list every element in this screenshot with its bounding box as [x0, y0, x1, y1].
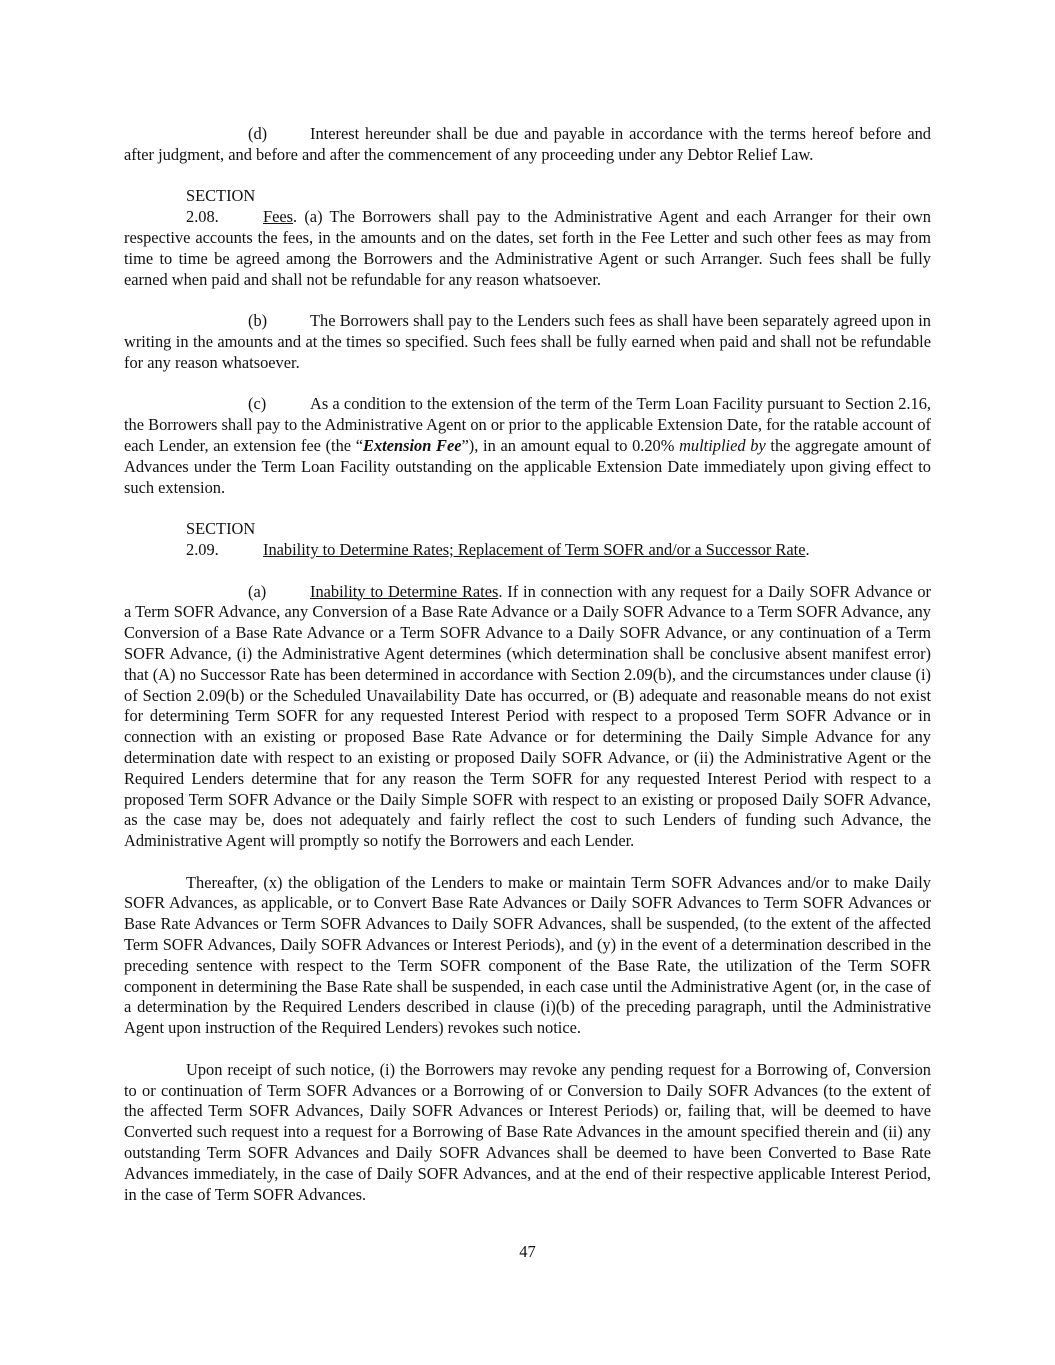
section-2-08	[124, 186, 931, 290]
paragraph-label: (b)	[248, 311, 268, 331]
paragraph-thereafter	[124, 873, 931, 1039]
paragraph-2-08-c	[124, 394, 931, 498]
italic-phrase: multiplied by	[679, 435, 766, 455]
section-title-end: .	[805, 539, 810, 559]
paragraph-text: Interest hereunder shall be due and payable in accordance with the terms hereof before and after judgment, and before and after the commencement of any proceeding under any Debtor Relief Law.	[124, 124, 931, 164]
paragraph-text: . If in connection with any request for a Daily SOFR Advance or a Term SOFR Advance, any Conversion of a Base Rate Advance or a Daily SOFR Advance to a Term SOFR Advance, any Conversion of a Base Rate Advance or a Term SOFR Advance to a Daily SOFR Advance, or any continuation of a Term SOFR Advance, (i) the Administrative Agent determines (which determination shall be conclusive absent manifest error) that (A) no Successor Rate has been determined in accordance with Section 2.09(b), and the circumstances under clause (i) of Section 2.09(b) or the Scheduled Unavailability Date has occurred, or (B) adequate and reasonable means do not exist for determining Term SOFR for any requested Interest Period with respect to a proposed Term SOFR Advance or in connection with an existing or proposed Base Rate Advance or for determining the Daily Simple Advance for any determination date with respect to an existing or proposed Daily SOFR Advance, or (ii) the Administrative Agent or the Required Lenders determine that for any reason the Term SOFR for any requested Interest Period with respect to a proposed Term SOFR Advance or the Daily Simple SOFR with respect to an existing or proposed Daily SOFR Advance, as the case may be, does not adequately and fairly reflect the cost to such Lenders of funding such Advance, the Administrative Agent will promptly so notify the Borrowers and each Lender.	[124, 581, 931, 851]
paragraph-2-09-a	[124, 582, 931, 852]
paragraph-text: Thereafter, (x) the obligation of the Lenders to make or maintain Term SOFR Advances and/or to make Daily SOFR Advances, as applicable, or to Convert Base Rate Advances or Daily SOFR Advances to Term SOFR Advances or Base Rate Advances or Term SOFR Advances to Daily SOFR Advances, shall be suspended, (to the extent of the affected Term SOFR Advances, Daily SOFR Advances or Interest Periods), and (y) in the event of a determination described in the preceding sentence with respect to the Term SOFR component of the Base Rate, the utilization of the Term SOFR component in determining the Base Rate shall be suspended, in each case until the Administrative Agent (or, in the case of a determination by the Required Lenders described in clause (i)(b) of the preceding paragraph, until the Administrative Agent upon instruction of the Required Lenders) revokes such notice.	[124, 872, 931, 1038]
section-2-09-heading	[124, 519, 931, 561]
document-body	[124, 124, 931, 1226]
subsection-title: Inability to Determine Rates	[310, 581, 499, 601]
paragraph-2-07-d	[124, 124, 931, 166]
paragraph-text: ”), in an amount equal to 0.20%	[461, 435, 680, 455]
paragraph-label: (a)	[248, 581, 267, 601]
paragraph-label: (d)	[248, 124, 268, 143]
paragraph-2-08-b	[124, 311, 931, 373]
paragraph-upon-receipt	[124, 1060, 931, 1206]
section-number: SECTION 2.08.	[186, 186, 256, 227]
section-title: Inability to Determine Rates; Replacement of Term SOFR and/or a Successor Rate	[263, 539, 806, 559]
paragraph-text: The Borrowers shall pay to the Lenders such fees as shall have been separately agreed upon in writing in the amounts and at the times so specified. Such fees shall be fully earned when paid and shall not be refundable for any reason whatsoever.	[124, 311, 931, 372]
section-title: Fees	[263, 207, 294, 227]
section-number: SECTION 2.09.	[186, 519, 256, 559]
paragraph-text: Upon receipt of such notice, (i) the Borrowers may revoke any pending request for a Borrowing of, Conversion to or continuation of Term SOFR Advances or a Borrowing of or Conversion to Daily SOFR Advances (to the extent of the affected Term SOFR Advances, Daily SOFR Advances or Interest Periods) or, failing that, will be deemed to have Converted such request into a request for a Borrowing of Base Rate Advances in the amount specified therein and (ii) any outstanding Term SOFR Advances and Daily SOFR Advances shall be deemed to have been Converted to Base Rate Advances immediately, in the case of Daily SOFR Advances, and at the end of their respective applicable Interest Period, in the case of Term SOFR Advances.	[124, 1059, 931, 1204]
defined-term: Extension Fee	[363, 435, 462, 455]
paragraph-label: (c)	[248, 394, 267, 414]
paragraph-text: the aggregate amount of Advances under the Term Loan Facility outstanding on the applicable Extension Date immediately upon giving effect to such extension.	[124, 435, 931, 497]
section-text: . (a) The Borrowers shall pay to the Administrative Agent and each Arranger for their own respective accounts the fees, in the amounts and on the dates, set forth in the Fee Letter and such other fees as may from time to time be agreed among the Borrowers and the Administrative Agent or such Arranger. Such fees shall be fully earned when paid and shall not be refundable for any reason whatsoever.	[124, 207, 931, 289]
paragraph-text: As a condition to the extension of the term of the Term Loan Facility pursuant to Section 2.16, the Borrowers shall pay to the Administrative Agent on or prior to the applicable Extension Date, for the ratable account of each Lender, an extension fee (the “	[124, 394, 931, 455]
page-number: 47	[519, 1242, 536, 1261]
